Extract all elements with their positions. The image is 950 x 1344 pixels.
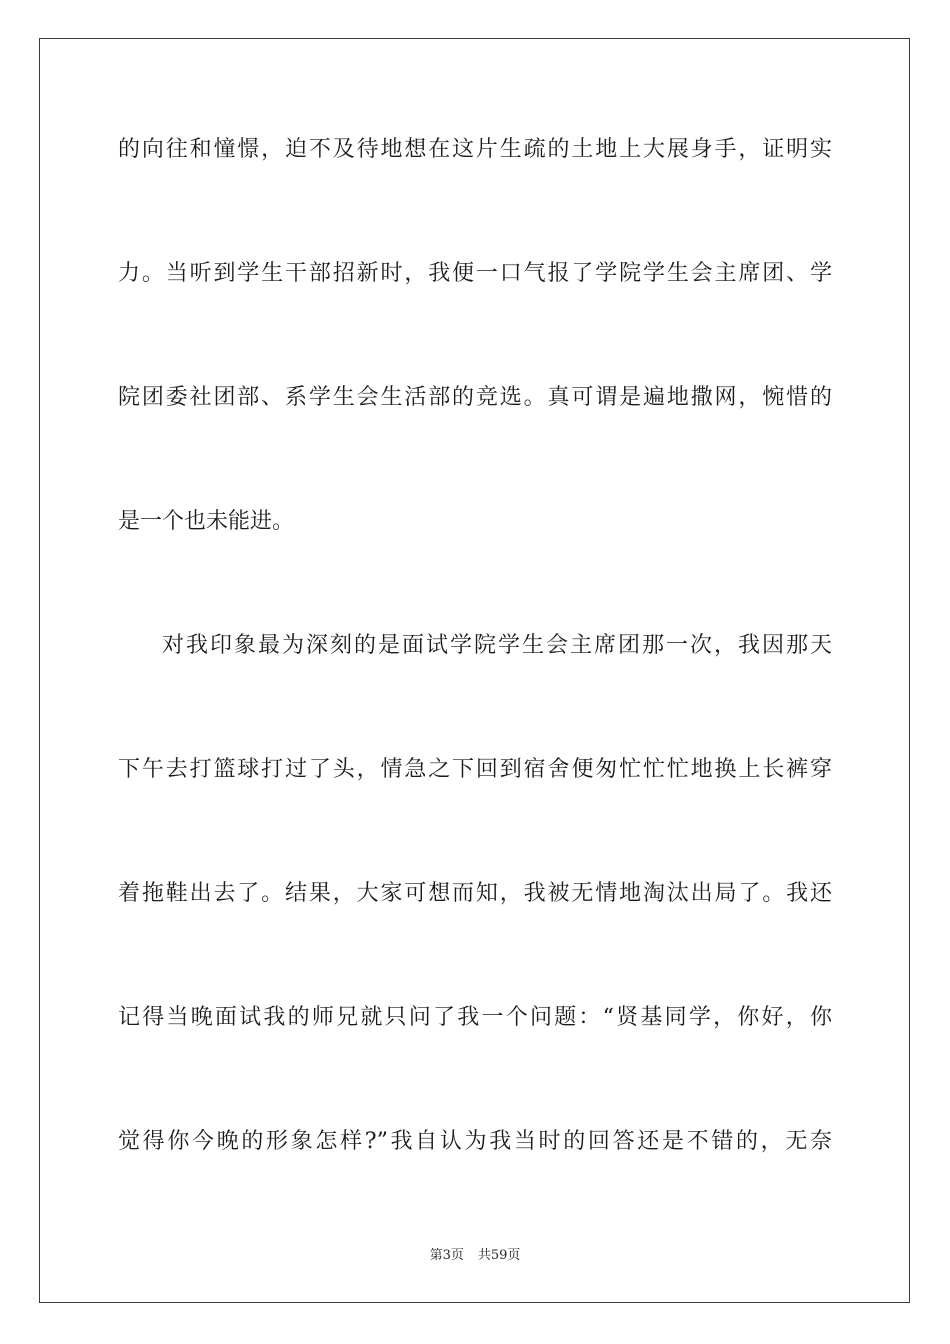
paragraph-line-8: 记得当晚面试我的师兄就只问了我一个问题：“贤基同学，你好，你: [118, 1005, 832, 1030]
paragraph-line-6: 下午去打篮球打过了头，情急之下回到宿舍便匆忙忙忙地换上长裤穿: [118, 757, 832, 782]
page-frame: [39, 38, 910, 1303]
paragraph-line-9: 觉得你今晚的形象怎样?”我自认为我当时的回答还是不错的，无奈: [118, 1129, 832, 1154]
paragraph-line-1: 的向往和憧憬，迫不及待地想在这片生疏的土地上大展身手，证明实: [118, 137, 832, 162]
paragraph-line-7: 着拖鞋出去了。结果，大家可想而知，我被无情地淘汰出局了。我还: [118, 881, 832, 906]
page-footer: [0, 1248, 950, 1264]
paragraph-line-3: 院团委社团部、系学生会生活部的竞选。真可谓是遍地撒网，惋惜的: [118, 385, 832, 410]
paragraph-line-2: 力。当听到学生干部招新时，我便一口气报了学院学生会主席团、学: [118, 261, 832, 286]
page-number: 第3页: [429, 1248, 464, 1263]
paragraph-line-5: 对我印象最为深刻的是面试学院学生会主席团那一次，我因那天: [162, 633, 832, 658]
paragraph-line-4: 是一个也未能进。: [118, 509, 295, 534]
total-pages: 共59页: [477, 1248, 521, 1263]
